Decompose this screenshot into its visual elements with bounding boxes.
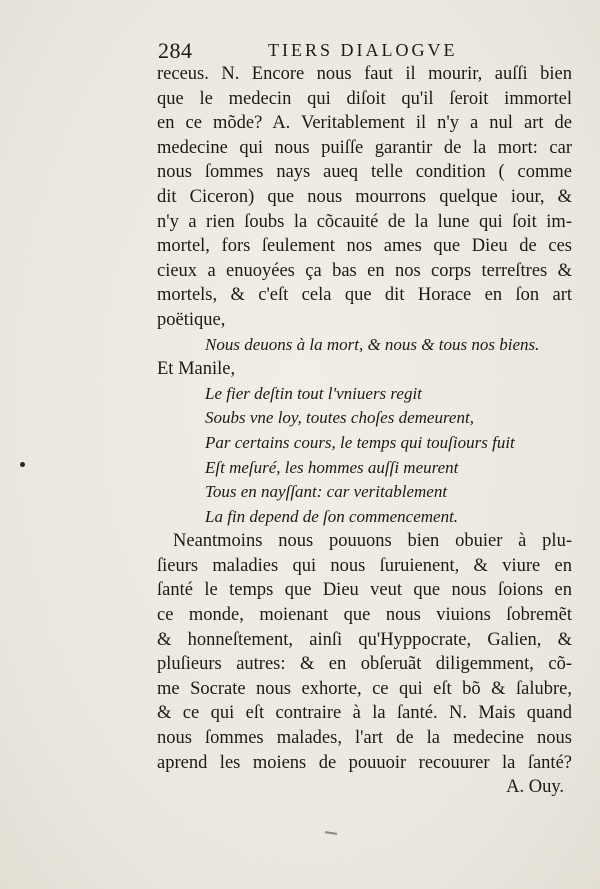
text-line: aprend les moiens de pouuoir recouurer la ſanté? bbox=[157, 752, 572, 773]
text-line: & ce qui eſt contraire à la ſanté. N. Mais quand bbox=[157, 703, 572, 724]
text-line: pluſieurs autres: & en obſeruãt diligemment, cõ- bbox=[157, 654, 572, 675]
text-block bbox=[157, 62, 572, 800]
verse-line: Soubs vne loy, toutes choſes demeurent, bbox=[205, 408, 474, 428]
horace-quote: Nous deuons à la mort, & nous & tous nos biens. bbox=[205, 334, 540, 354]
text-line: dit Ciceron) que nous mourrons quelque iour, & bbox=[157, 186, 572, 207]
text-line: & honneſtement, ainſi qu'Hyppocrate, Galien, & bbox=[157, 629, 572, 650]
verse-line: Eſt meſuré, les hommes auſſi meurent bbox=[205, 457, 459, 477]
paper-mark bbox=[325, 831, 337, 835]
text-line: poëtique, bbox=[157, 309, 226, 330]
verse-line: Par certains cours, le temps qui touſiours fuit bbox=[205, 432, 515, 452]
text-line: cieux a enuoyées ça bas en nos corps terreſtres & bbox=[157, 260, 572, 281]
verse-line: Tous en nayſſant: car veritablement bbox=[205, 482, 448, 502]
text-line: medecine qui nous puiſſe garantir de la mort: car bbox=[157, 137, 572, 158]
text-line: receus. N. Encore nous faut il mourir, auſſi bien bbox=[157, 64, 572, 84]
page-number: 284 bbox=[158, 38, 193, 63]
margin-dot bbox=[20, 462, 25, 467]
text-line: ſanté le temps que Dieu veut que nous ſoions en bbox=[157, 580, 572, 601]
text-line: n'y a rien ſoubs la cõcauité de la lune qui ſoit im- bbox=[157, 211, 572, 232]
manile-intro: Et Manile, bbox=[157, 359, 236, 380]
verse-line: Le fier deſtin tout l'vniuers regit bbox=[205, 383, 422, 403]
text-line: mortel, fors ſeulement nos ames que Dieu de ces bbox=[157, 236, 572, 257]
text-line: que le medecin qui diſoit qu'il ſeroit immortel bbox=[157, 88, 572, 109]
text-line: Neantmoins nous pouuons bien obuier à plu- bbox=[173, 531, 572, 552]
running-head: TIERS DIALOGVE bbox=[268, 40, 458, 60]
text-line: ce monde, moienant que nous viuions ſobremẽt bbox=[157, 605, 572, 626]
text-line: me Socrate nous exhorte, ce qui eſt bõ & ſalubre, bbox=[157, 678, 572, 699]
text-line: mortels, & c'eſt cela que dit Horace en ſon art bbox=[157, 285, 572, 306]
final-reply: A. Ouy. bbox=[506, 777, 564, 798]
text-line: en ce mõde? A. Veritablement il n'y a nul art de bbox=[157, 113, 572, 134]
text-line: nous ſommes malades, l'art de la medecine nous bbox=[157, 728, 572, 749]
text-line: ſieurs maladies qui nous ſuruienent, & viure en bbox=[157, 555, 572, 576]
text-line: nous ſommes nays aueq telle condition ( comme bbox=[157, 162, 572, 183]
verse-line: La fin depend de ſon commencement. bbox=[205, 506, 459, 526]
